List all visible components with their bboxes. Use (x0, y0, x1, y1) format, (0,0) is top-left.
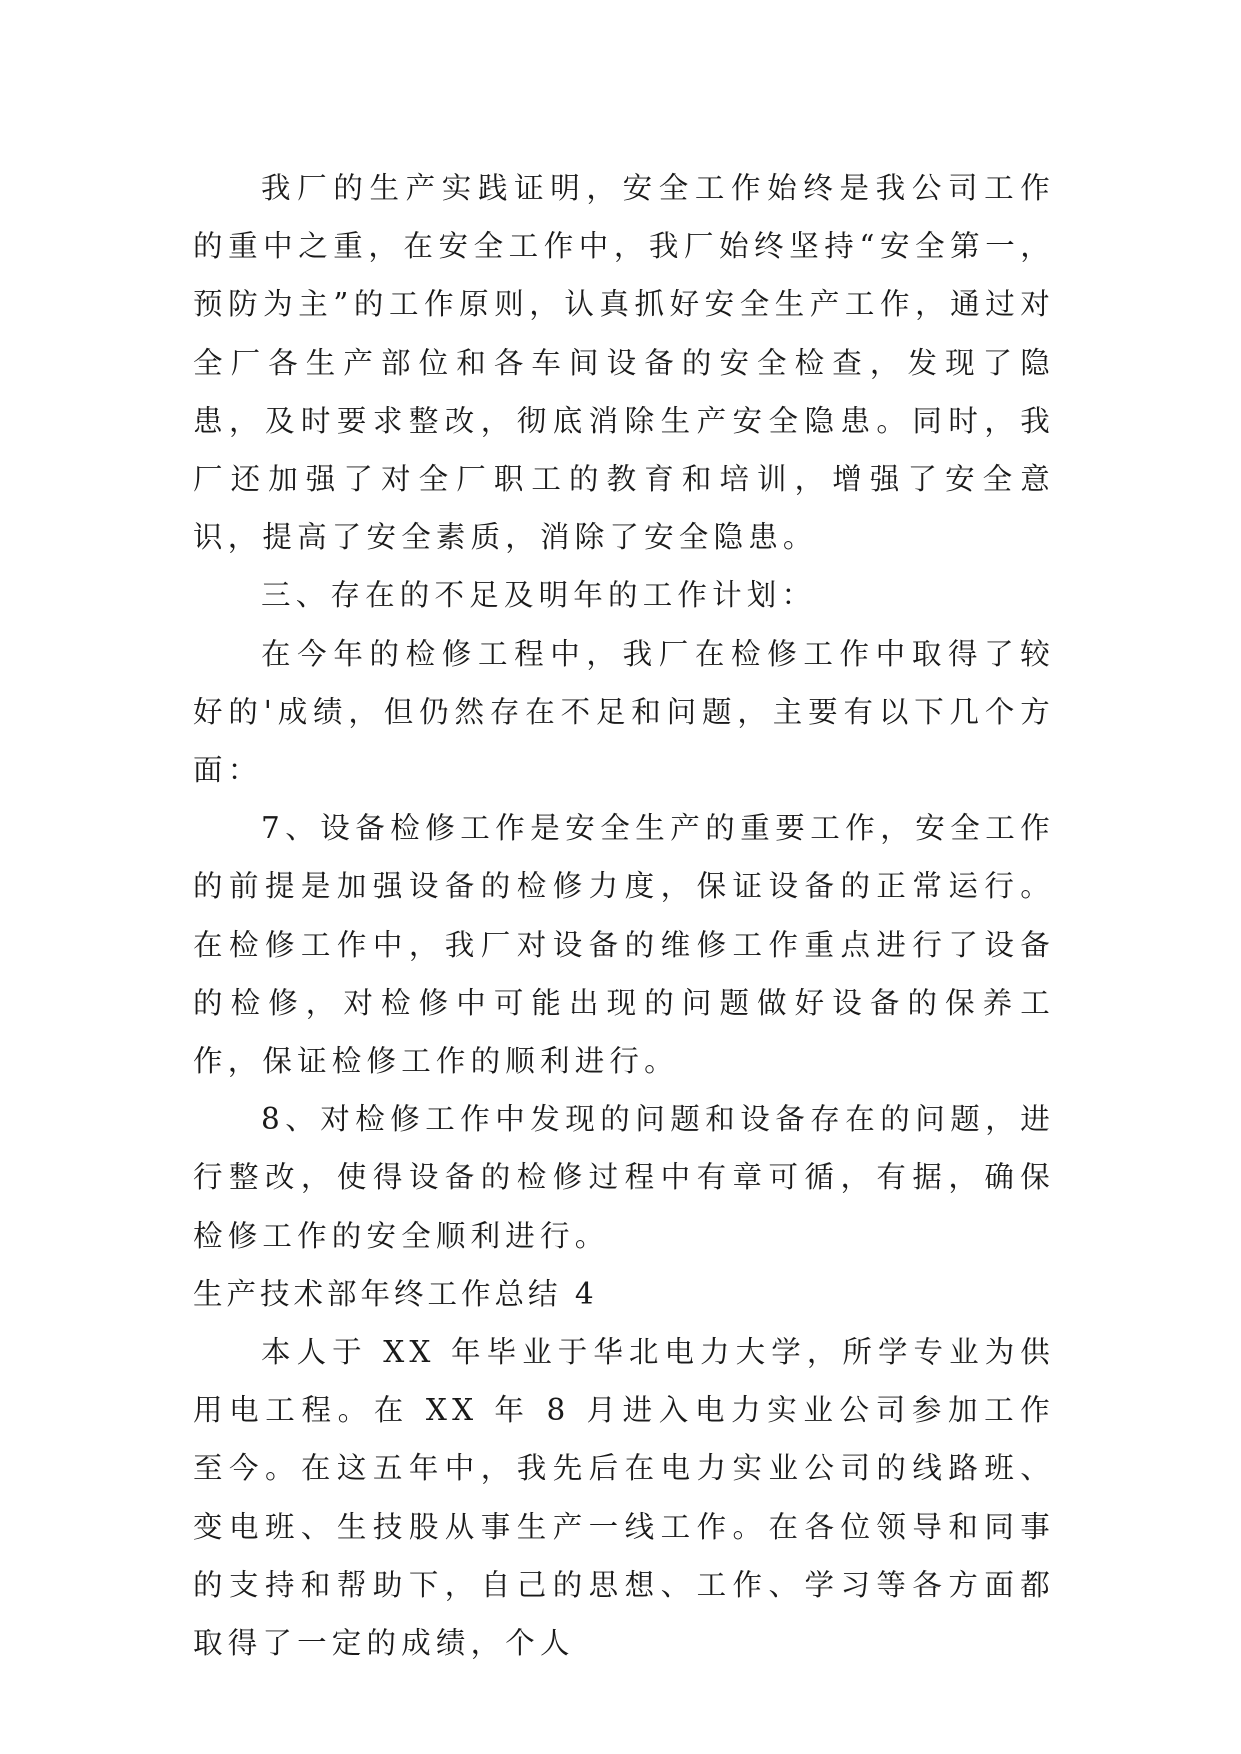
paragraph-section-three-title: 三、存在的不足及明年的工作计划： (261, 578, 817, 613)
document-body (193, 159, 1055, 1672)
paragraph-safety-practice: 我厂的生产实践证明，安全工作始终是我公司工作的重中之重，在安全工作中，我厂始终坚持“安全第一，预防为主”的工作原则，认真抓好安全生产工作，通过对全厂各生产部位和各车间设备的安全检查，发现了隐患，及时要求整改，彻底消除生产安全隐患。同时，我厂还加强了对全厂职工的教育和培训，增强了安全意识，提高了安全素质，消除了安全隐患。 (193, 171, 1055, 555)
paragraph-maintenance-results: 在今年的检修工程中，我厂在检修工作中取得了较好的'成绩，但仍然存在不足和问题，主要有以下几个方面： (193, 636, 1055, 788)
paragraph-item-7: 7、设备检修工作是安全生产的重要工作，安全工作的前提是加强设备的检修力度，保证设备的正常运行。在检修工作中，我厂对设备的维修工作重点进行了设备的检修，对检修中可能出现的问题做好设备的保养工作，保证检修工作的顺利进行。 (193, 811, 1055, 1079)
section-heading: 生产技术部年终工作总结 4 (193, 1276, 598, 1311)
paragraph-personal-summary: 本人于 XX 年毕业于华北电力大学，所学专业为供用电工程。在 XX 年 8 月进入电力实业公司参加工作至今。在这五年中，我先后在电力实业公司的线路班、变电班、生技股从事生产一线工作。在各位领导和同事的支持和帮助下，自己的思想、工作、学习等各方面都取得了一定的成绩，个人 (193, 1335, 1055, 1661)
paragraph-item-8: 8、对检修工作中发现的问题和设备存在的问题，进行整改，使得设备的检修过程中有章可循，有据，确保检修工作的安全顺利进行。 (193, 1102, 1055, 1253)
